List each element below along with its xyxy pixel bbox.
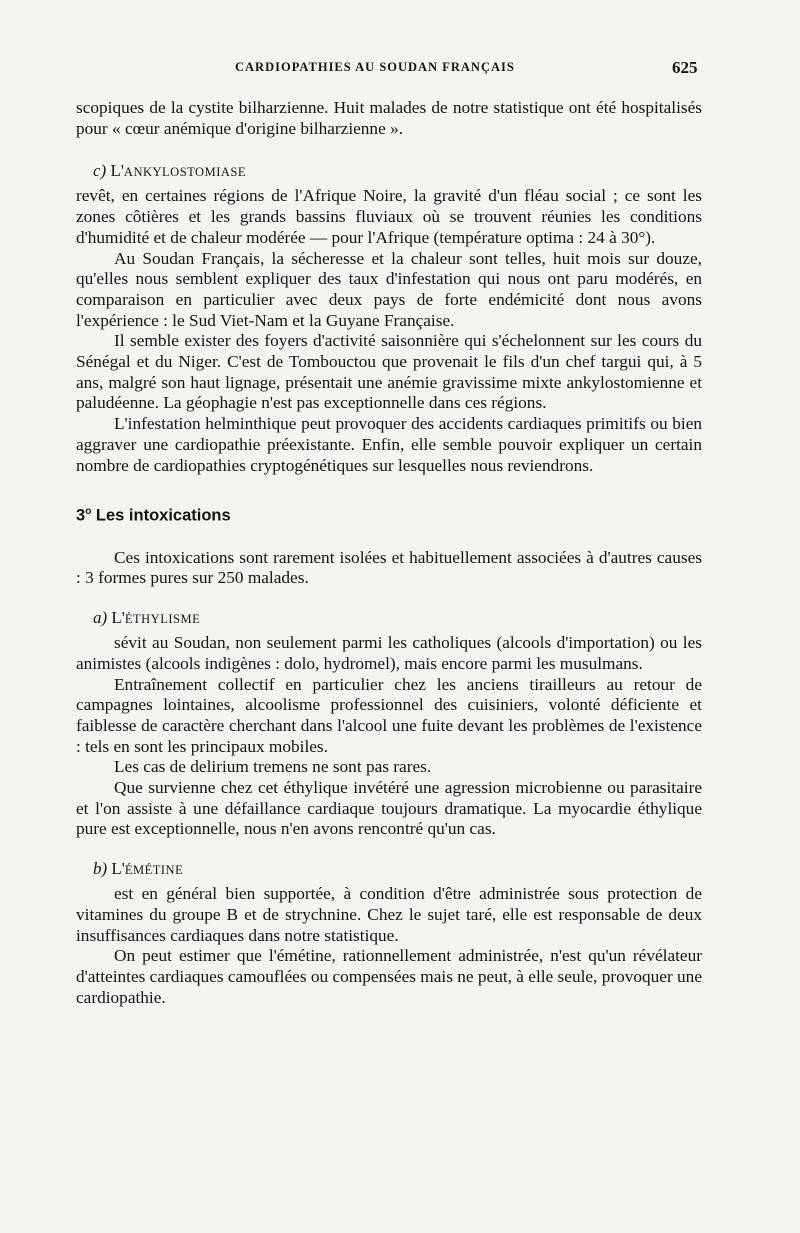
subheading-title: ÉMÉTINE (124, 863, 184, 878)
paragraph-emetine-2: On peut estimer que l'émétine, rationnellement administrée, n'est qu'un révélateur d'atteintes cardiaques camouflées ou compensées mais ne peut, à elle seule, provoquer une cardiopathie. (76, 946, 702, 1007)
section-heading-intoxications (76, 502, 702, 526)
paragraph-ethylisme-1: sévit au Soudan, non seulement parmi les catholiques (alcools d'importation) ou les animistes (alcools indigènes : dolo, hydromel), mais encore parmi les musulmans. (76, 633, 702, 673)
subheading-ethylisme (93, 608, 702, 629)
subheading-marker: c) (93, 161, 107, 181)
paragraph-ankylo-1: revêt, en certaines régions de l'Afrique Noire, la gravité d'un fléau social ; ce sont les zones côtières et les grands bassins fluviaux où se trouvent réunies les conditions d'humidité et de chaleur modérée — pour l'Afrique (température optima : 24 à 30°). (76, 186, 702, 247)
subheading-initial: L' (111, 608, 125, 628)
paragraph-ankylo-3: Il semble exister des foyers d'activité saisonnière qui s'échelonnent sur les cours du Sénégal et du Niger. C'est de Tombouctou que provenait le fils d'un chef targui qui, à 5 ans, malgré son haut lignage, présentait une anémie gravissime mixte ankylostomienne et paludéenne. La géophagie n'est pas exceptionnelle dans ces régions. (76, 331, 702, 413)
paragraph-emetine-1: est en général bien supportée, à condition d'être administrée sous protection de vitamines du groupe B et de strychnine. Chez le sujet taré, elle est responsable de deux insuffisances cardiaques dans notre statistique. (76, 884, 702, 945)
paragraph-ethylisme-4: Que survienne chez cet éthylique invétéré une agression microbienne ou parasitaire et l'on assiste à une défaillance cardiaque toujours dramatique. La myocardie éthylique pure est exceptionnelle, nous n'en avons rencontré qu'un cas. (76, 778, 702, 839)
subheading-title: ÉTHYLISME (124, 612, 201, 627)
paragraph-intro: scopiques de la cystite bilharzienne. Huit malades de notre statistique ont été hospitalisés pour « cœur anémique d'origine bilharzienne ». (76, 98, 702, 138)
paragraph-ankylo-2: Au Soudan Français, la sécheresse et la chaleur sont telles, huit mois sur douze, qu'elles nous semblent expliquer des taux d'infestation qui nous ont paru modérés, en comparaison en particulier avec deux pays de forte endémicité dont nous avons l'expérience : le Sud Viet-Nam et la Guyane Française. (76, 248, 702, 330)
subheading-marker: b) (93, 859, 108, 879)
body-text (76, 98, 702, 1008)
paragraph-intoxications: Ces intoxications sont rarement isolées et habituellement associées à d'autres causes : 3 formes pures sur 250 malades. (76, 547, 702, 588)
section-degree: o (85, 506, 92, 518)
paragraph-ankylo-4: L'infestation helminthique peut provoquer des accidents cardiaques primitifs ou bien aggraver une cardiopathie préexistante. Enfin, elle semble pouvoir expliquer un certain nombre de cardiopathies cryptogénétiques sur lesquelles nous reviendrons. (76, 414, 702, 475)
running-head: CARDIOPATHIES AU SOUDAN FRANÇAIS (235, 60, 515, 74)
section-title: Les intoxications (95, 506, 231, 525)
paragraph-ethylisme-3: Les cas de delirium tremens ne sont pas rares. (114, 757, 432, 777)
paragraph-ethylisme-2: Entraînement collectif en particulier chez les anciens tirailleurs au retour de campagnes lointaines, alcoolisme professionnel des cuisiniers, volonté déficiente et faiblesse de caractère cherchant dans l'alcool une fuite devant les problèmes de l'existence : tels en sont les principaux mobiles. (76, 674, 702, 756)
subheading-emetine (93, 859, 702, 880)
section-number: 3 (76, 506, 86, 525)
subheading-ankylostomiase (93, 161, 702, 182)
subheading-initial: L' (110, 161, 124, 181)
subheading-title: ANKYLOSTOMIASE (123, 165, 246, 180)
page-number: 625 (672, 58, 698, 77)
subheading-initial: L' (111, 859, 125, 879)
subheading-marker: a) (93, 608, 108, 628)
